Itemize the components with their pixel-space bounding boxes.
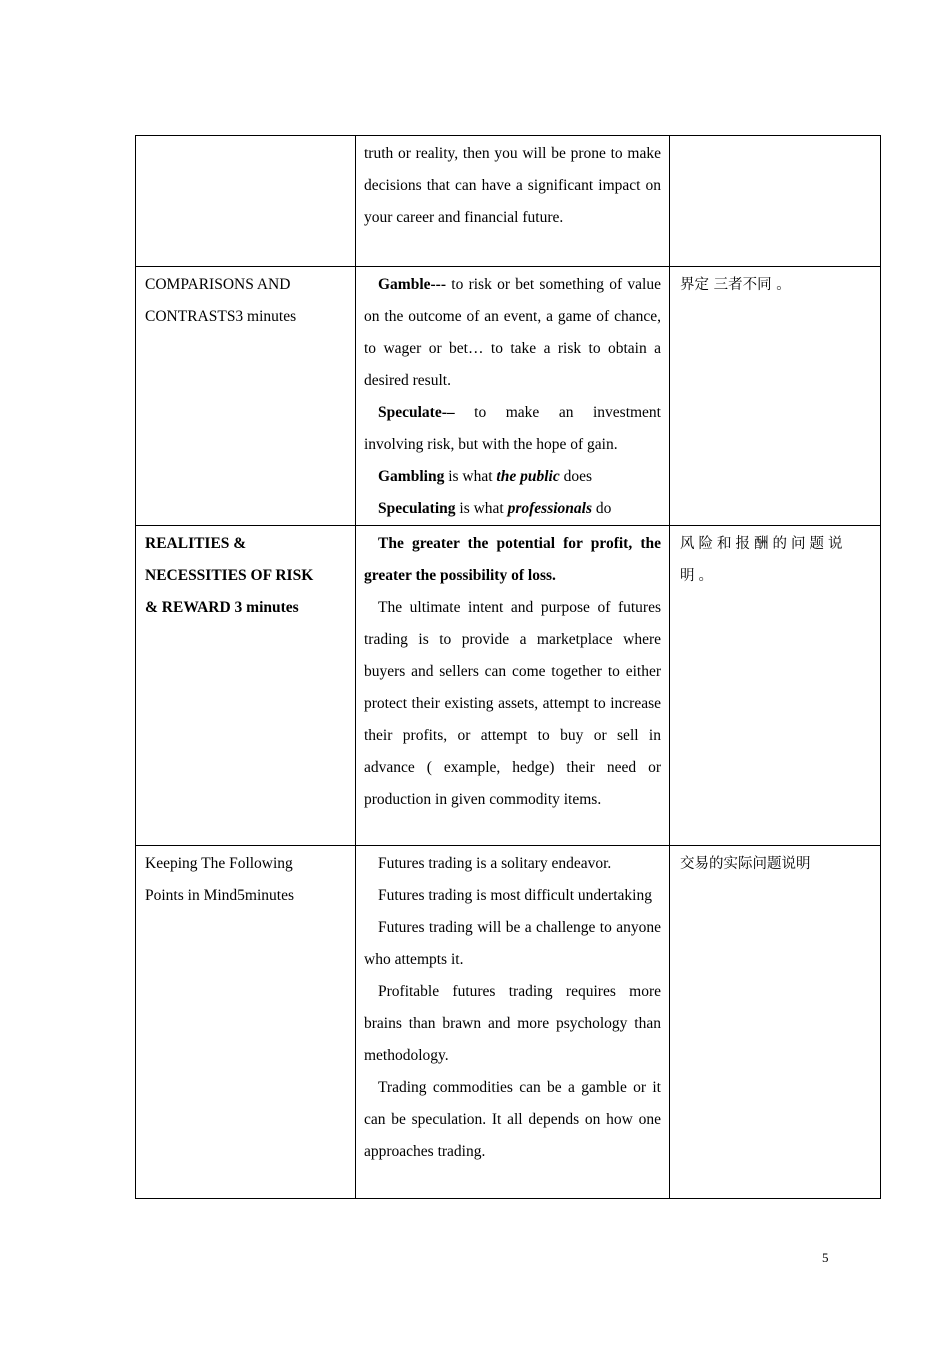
speculate-def: to make an investment involving risk, but with the hope of gain. xyxy=(364,404,661,453)
topic-line: REALITIES & xyxy=(145,535,247,552)
speculate-term: Speculate-– xyxy=(378,404,455,421)
note-text: 界定 三者不同 。 xyxy=(680,277,791,293)
note-cell xyxy=(670,267,881,526)
topic-cell xyxy=(136,526,356,846)
gamble-definition xyxy=(364,269,661,397)
speculating-line xyxy=(364,493,661,525)
page-number: 5 xyxy=(822,1250,829,1265)
note-cell xyxy=(670,846,881,1199)
topic-cell xyxy=(136,846,356,1199)
content-cell xyxy=(356,526,670,846)
content-paragraph: Futures trading is a solitary endeavor. xyxy=(378,855,612,872)
table-row xyxy=(136,526,881,846)
content-paragraph: truth or reality, then you will be prone to make decisions that can have a significant impact on your career and financial future. xyxy=(364,145,661,226)
topic-cell xyxy=(136,267,356,526)
content-cell xyxy=(356,267,670,526)
content-paragraph: Trading commodities can be a gamble or it can be speculation. It all depends on how one approaches trading. xyxy=(364,1079,661,1160)
note-text: 交易的实际问题说明 xyxy=(680,856,811,872)
content-paragraph: The ultimate intent and purpose of futures trading is to provide a marketplace where buyers and sellers can come together to either protect their existing assets, attempt to increase their profits, or attempt to buy or sell in advance ( example, hedge) their need or production in given commodity items. xyxy=(364,599,661,808)
speculating-connector: is what xyxy=(455,500,508,517)
lesson-table xyxy=(135,135,881,1199)
content-cell xyxy=(356,136,670,267)
topic-line: COMPARISONS AND xyxy=(145,276,291,293)
topic-line: NECESSITIES OF RISK xyxy=(145,567,314,584)
topic-line: & REWARD 3 minutes xyxy=(145,599,299,616)
note-cell xyxy=(670,526,881,846)
content-paragraph: Futures trading will be a challenge to anyone who attempts it. xyxy=(364,919,661,968)
topic-line: CONTRASTS3 minutes xyxy=(145,308,297,325)
gambling-subject: the public xyxy=(496,468,560,485)
topic-line: Points in Mind5minutes xyxy=(145,887,294,904)
lead-statement: The greater the potential for profit, the greater the possibility of loss. xyxy=(364,535,661,584)
gamble-def: to risk or bet something of value on the outcome of an event, a game of chance, to wager or bet… to take a risk to obtain a desired result. xyxy=(364,276,661,389)
speculating-term: Speculating xyxy=(378,500,456,517)
note-cell xyxy=(670,136,881,267)
speculate-definition xyxy=(364,397,661,461)
content-cell xyxy=(356,846,670,1199)
gambling-connector: is what xyxy=(444,468,497,485)
topic-cell xyxy=(136,136,356,267)
content-paragraph: Futures trading is most difficult undertaking xyxy=(378,887,652,904)
speculating-verb: do xyxy=(592,500,612,517)
speculating-subject: professionals xyxy=(507,500,593,517)
table-row xyxy=(136,136,881,267)
gambling-verb: does xyxy=(559,468,593,485)
gamble-term: Gamble--- xyxy=(378,276,447,293)
table-row xyxy=(136,267,881,526)
content-paragraph: Profitable futures trading requires more brains than brawn and more psychology than methodology. xyxy=(364,983,661,1064)
table-row xyxy=(136,846,881,1199)
gambling-line xyxy=(364,461,661,493)
gambling-term: Gambling xyxy=(378,468,445,485)
topic-line: Keeping The Following xyxy=(145,855,293,872)
note-text: 风险和报酬的问题说明。 xyxy=(680,536,847,584)
